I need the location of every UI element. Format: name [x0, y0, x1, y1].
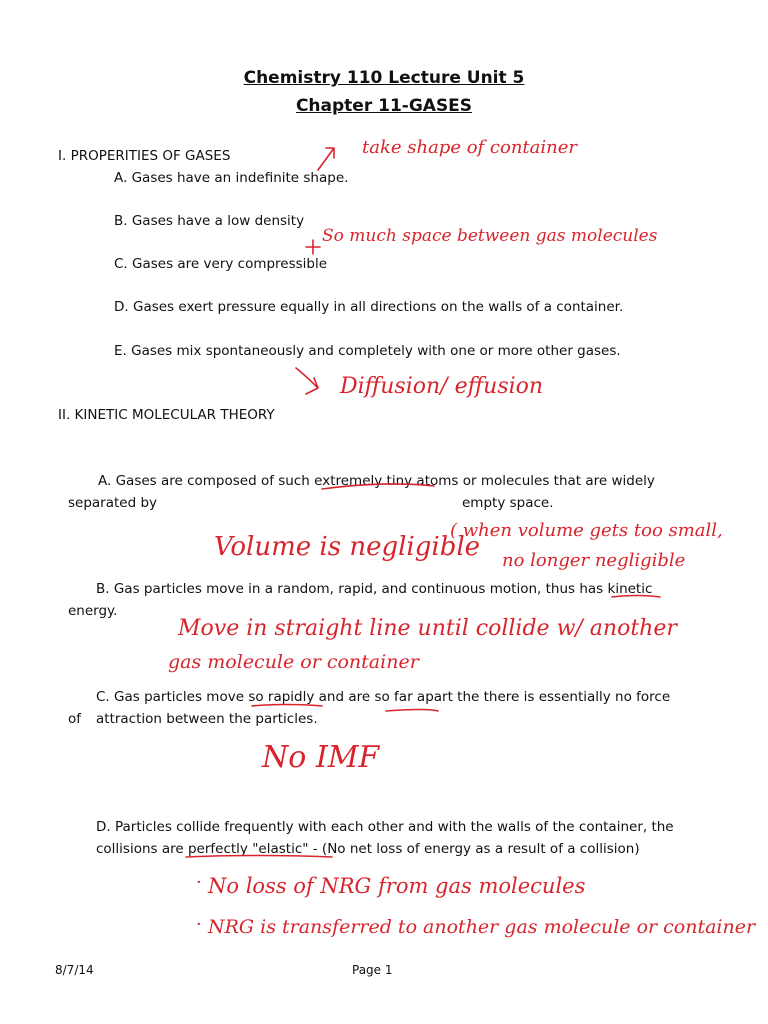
text-span: A. Gases are composed of such	[98, 473, 315, 489]
handwritten-note-shape: take shape of container	[362, 137, 578, 158]
handwritten-note-nrg-2: NRG is transferred to another gas molecule or container	[208, 916, 756, 938]
handwritten-note-imf: No IMF	[262, 740, 380, 775]
theory-point-c-line2: attraction between the particles.	[96, 711, 318, 727]
document-subtitle: Chapter 11-GASES	[295, 96, 473, 116]
theory-point-d-line1: D. Particles collide frequently with each other and with the walls of the container, the	[96, 819, 674, 835]
handwritten-note-nrg-1: No loss of NRG from gas molecules	[208, 874, 586, 898]
section-1-heading: I. PROPERITIES OF GASES	[58, 148, 231, 164]
underline-so-far-apart	[386, 710, 438, 712]
theory-point-b-line1	[96, 581, 652, 598]
plus-mark-density	[306, 240, 320, 254]
handwritten-note-motion-1: Move in straight line until collide w/ another	[178, 616, 677, 641]
handwritten-note-volume-aside-1: ( when volume gets too small,	[450, 520, 723, 541]
section-1-item-d: D. Gases exert pressure equally in all directions on the walls of a container.	[114, 299, 624, 315]
theory-point-a-line1	[98, 473, 655, 490]
section-1-item-b: B. Gases have a low density	[114, 213, 305, 229]
underlined-phrase-extremely-tiny: extremely tiny	[314, 473, 413, 489]
handwritten-note-density: So much space between gas molecules	[322, 226, 658, 246]
theory-point-a-line2-right: empty space.	[462, 495, 554, 511]
section-1-item-c: C. Gases are very compressible	[114, 256, 328, 272]
text-span: B. Gas particles move in a random, rapid, and continuous motion, thus has	[96, 581, 608, 597]
section-2-heading: II. KINETIC MOLECULAR THEORY	[58, 407, 275, 423]
text-span: the there is essentially no force	[452, 689, 671, 705]
handwritten-bullet-1: ·	[196, 872, 202, 893]
section-1-item-e: E. Gases mix spontaneously and completely with one or more other gases.	[114, 343, 621, 359]
handwritten-bullet-2: ·	[196, 914, 202, 935]
theory-point-a-line2-left: separated by	[68, 495, 158, 511]
text-span: collisions are	[96, 841, 188, 857]
document-title: Chemistry 110 Lecture Unit 5	[243, 68, 525, 88]
handwritten-note-motion-2: gas molecule or container	[168, 651, 419, 673]
underlined-phrase-so-rapidly: so rapidly	[248, 689, 315, 705]
text-span: and are	[314, 689, 375, 705]
arrow-to-diffusion-note	[296, 368, 318, 394]
underlined-phrase-so-far-apart: so far apart	[374, 689, 453, 705]
footer-page-number: Page 1	[352, 963, 393, 977]
text-span: - (No net loss of energy as a result of a collision)	[308, 841, 640, 857]
underlined-word-kinetic: kinetic	[607, 581, 653, 597]
text-span: atoms or molecules that are widely	[412, 473, 655, 489]
theory-point-d-line2	[96, 841, 640, 858]
underlined-phrase-perfectly-elastic: perfectly "elastic"	[187, 841, 309, 857]
text-span: C. Gas particles move	[96, 689, 249, 705]
handwritten-note-volume: Volume is negligible	[214, 532, 481, 562]
theory-point-c-line1	[96, 689, 670, 706]
footer-date: 8/7/14	[55, 963, 94, 977]
arrow-to-shape-note	[318, 148, 334, 170]
section-1-item-a: A. Gases have an indefinite shape.	[114, 170, 349, 186]
handwritten-note-volume-aside-2: no longer negligible	[502, 550, 686, 571]
theory-point-b-line2: energy.	[68, 603, 118, 619]
theory-point-c-of: of	[68, 711, 82, 727]
handwritten-note-diffusion: Diffusion/ effusion	[340, 374, 544, 399]
